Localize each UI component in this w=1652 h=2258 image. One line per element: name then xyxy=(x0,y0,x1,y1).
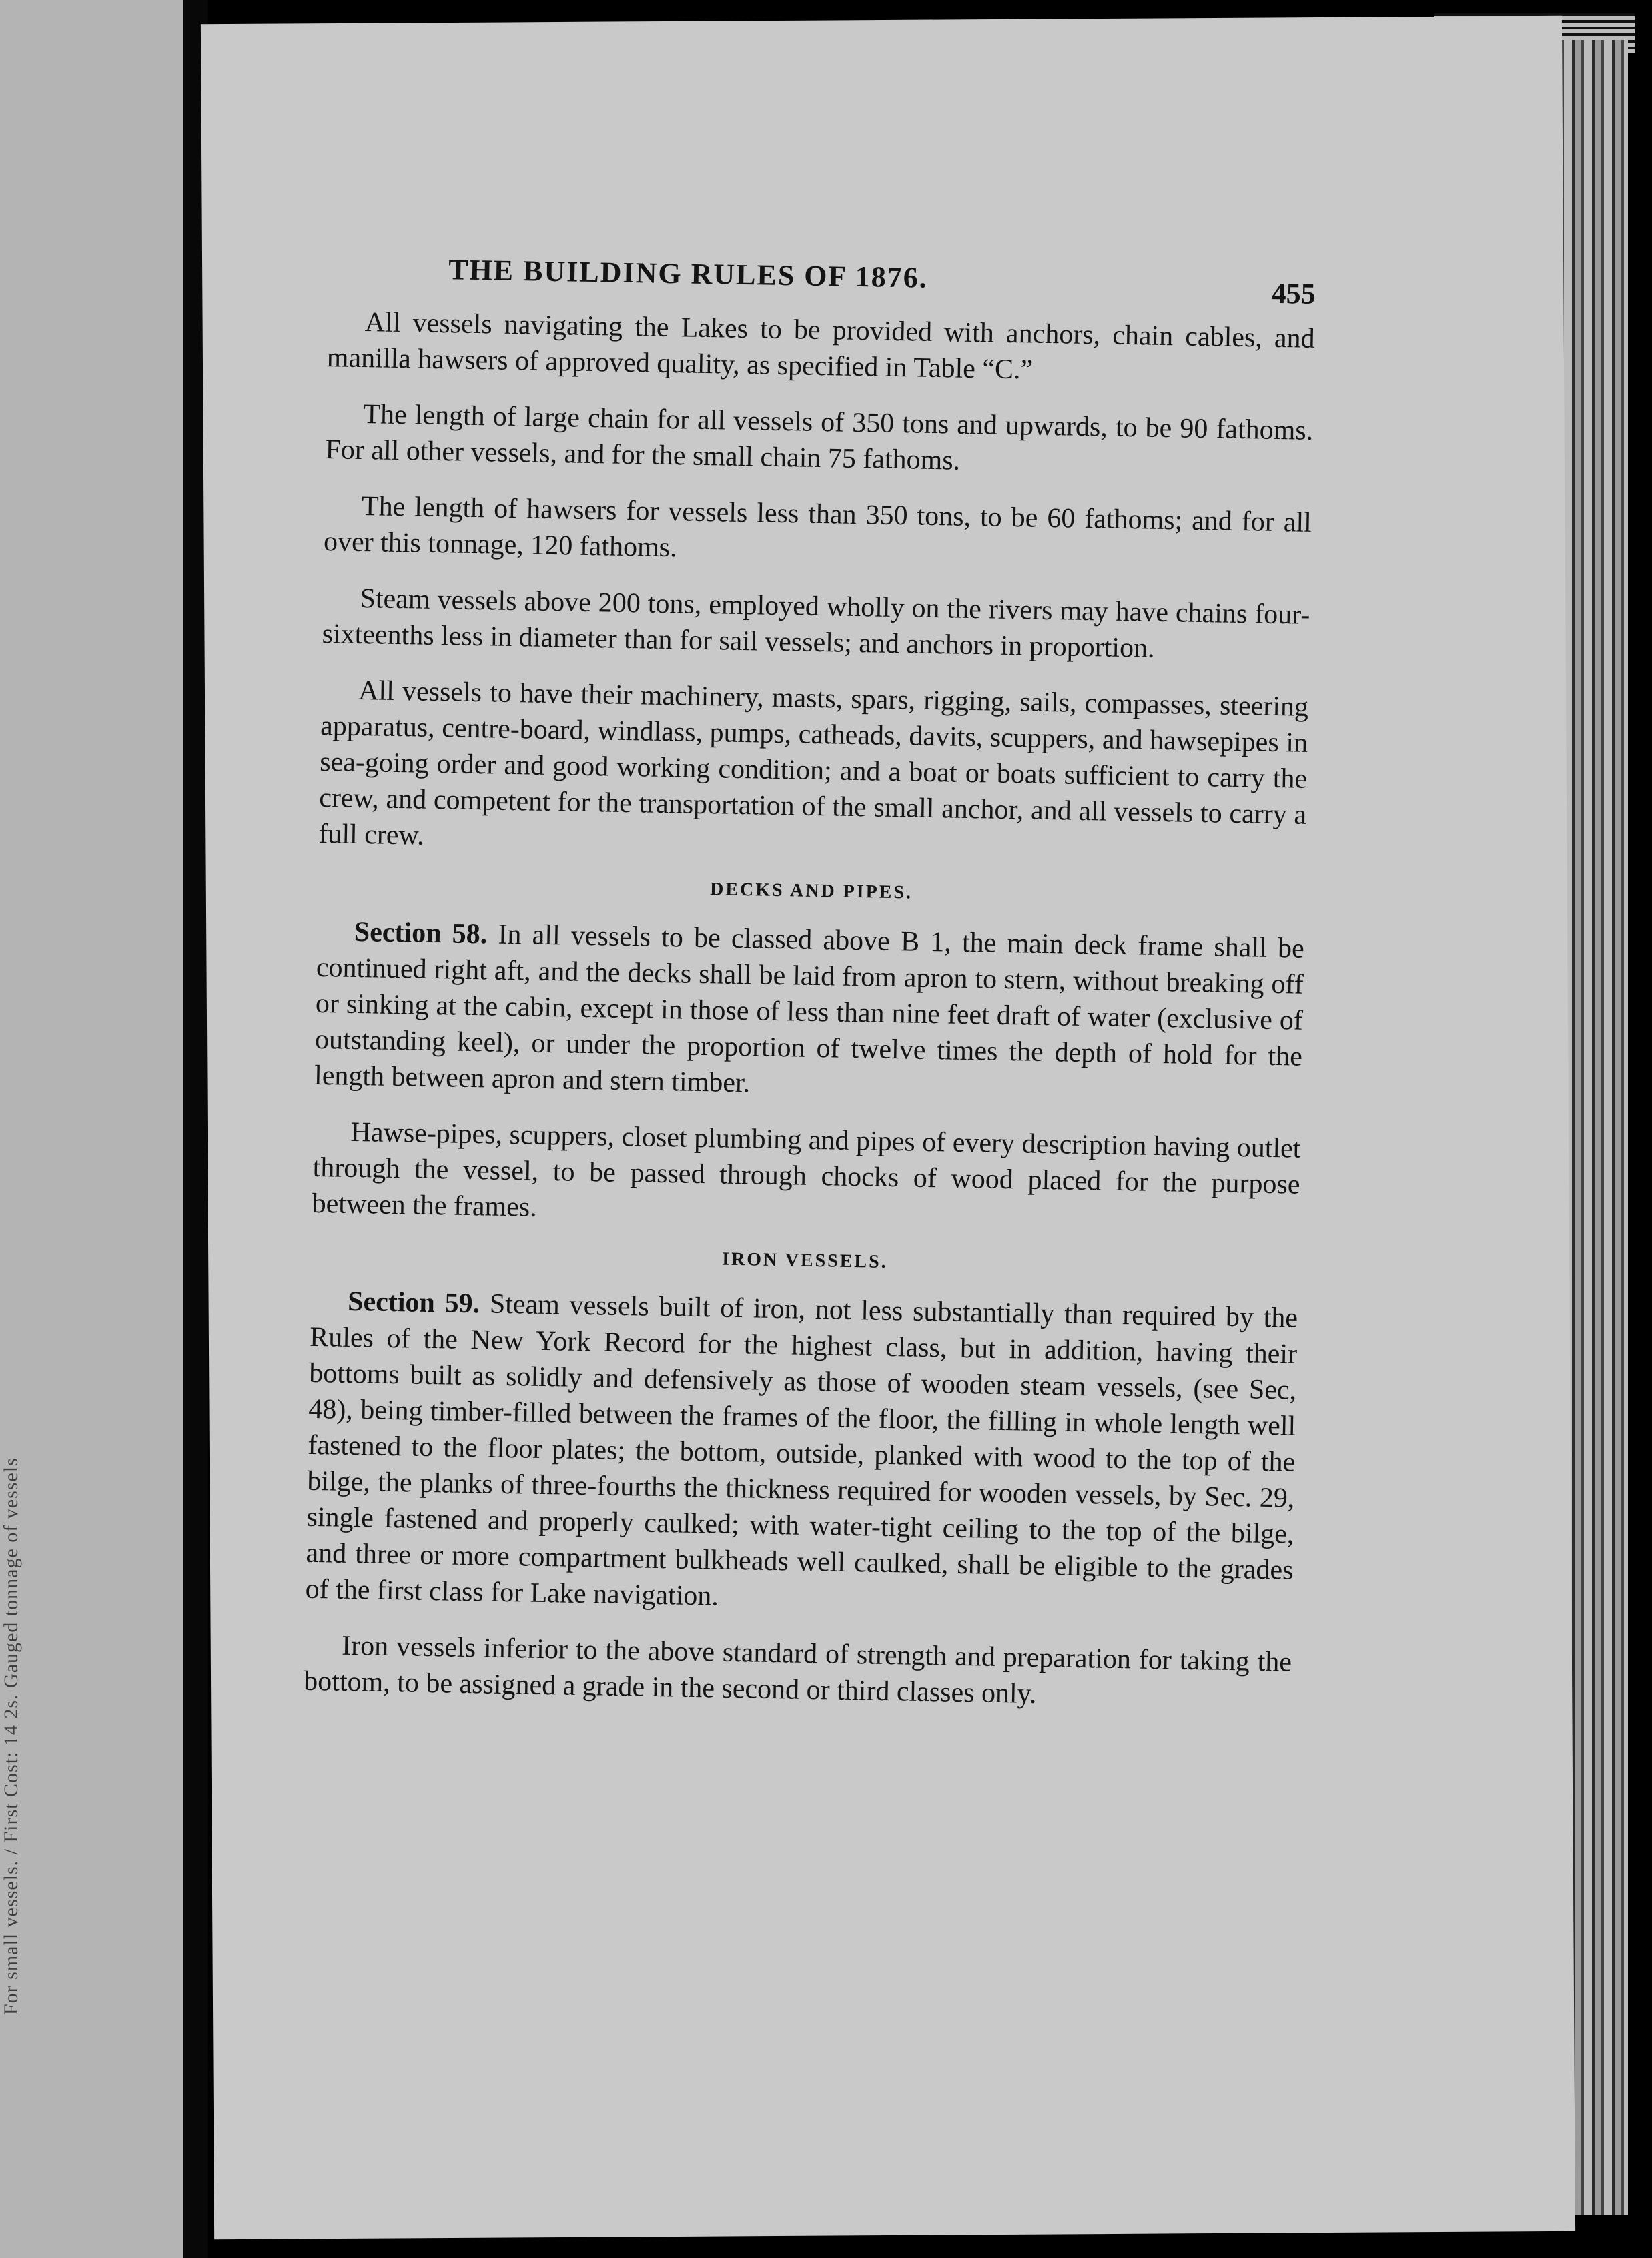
running-title: THE BUILDING RULES OF 1876. xyxy=(448,253,929,294)
section-59-label: Section 59. xyxy=(347,1286,480,1320)
section-58-label: Section 58. xyxy=(354,916,488,950)
paragraph-anchors: All vessels navigating the Lakes to be provided with anchors, chain cables, and manilla hawsers of approved quality, as specified in Table “C.” xyxy=(326,307,1316,386)
paragraph-section-59 xyxy=(305,1283,1298,1625)
heading-decks-and-pipes: DECKS AND PIPES. xyxy=(709,879,913,903)
paragraph-hawse-pipes: Hawse-pipes, scuppers, closet plumbing and pipes of every description having outlet through the vessel, to be passed through chocks of wood placed for the purpose between the frames. xyxy=(312,1116,1301,1223)
facing-page xyxy=(0,0,183,2258)
book-page xyxy=(201,16,1575,2239)
page-number: 455 xyxy=(1271,276,1316,310)
facing-page-margin-text: For small vessels. / First Cost: 14 2s. Gauged tonnage of vessels xyxy=(0,1457,22,2015)
heading-iron-vessels: IRON VESSELS. xyxy=(721,1248,888,1272)
section-59-text: Steam vessels built of iron, not less substantially than required by the Rules of the New York Record for the highest class, but in addition, having their bottoms built as solidly and defensively as those of wooden steam vessels, (see Sec, 48), being timber-filled between the frames of the floor, the filling in whole length well fastened to the floor plates; the bottom, outside, planked with wood to the top of the bilge, the planks of three-fourths the thickness required for wooden vessels, by Sec. 29, single fastened and properly caulked; with water-tight ceiling to the top of the bilge, and three or more compartment bulkheads well caulked, shall be eligible to the grades of the first class for Lake navigation. xyxy=(305,1288,1298,1612)
paragraph-iron-inferior: Iron vessels inferior to the above standard of strength and preparation for taking the bottom, to be assigned a grade in the second or third classes only. xyxy=(303,1630,1292,1710)
paragraph-hawser-length: The length of hawsers for vessels less than 350 tons, to be 60 fathoms; and for all over this tonnage, 120 fathoms. xyxy=(323,491,1312,564)
paragraph-chain-length: The length of large chain for all vessels of 350 tons and upwards, to be 90 fathoms. For all other vessels, and for the small chain 75 fathoms. xyxy=(325,399,1314,476)
paragraph-steam-vessels: Steam vessels above 200 tons, employed wholly on the rivers may have chains four-sixteenths less in diameter than for sail vessels; and anchors in proportion. xyxy=(322,583,1310,664)
paragraph-section-58 xyxy=(314,913,1304,1111)
page-content xyxy=(303,244,1316,1736)
section-58-text: In all vessels to be classed above B 1, the main deck frame shall be continued right aft, and the decks shall be laid from apron to stern, without breaking off or sinking at the cabin, except in those of less than nine feet draft of water (exclusive of outstanding keel), or under the proportion of twelve times the depth of hold for the length between apron and stern timber. xyxy=(314,919,1305,1099)
paragraph-machinery: All vessels to have their machinery, masts, spars, rigging, sails, compasses, steering apparatus, centre-board, windlass, pumps, catheads, davits, scuppers, and hawsepipes in sea-going order and good working condition; and a boat or boats sufficient to carry the crew, and competent for the transportation of the small anchor, and all vessels to carry a full crew. xyxy=(318,675,1309,851)
